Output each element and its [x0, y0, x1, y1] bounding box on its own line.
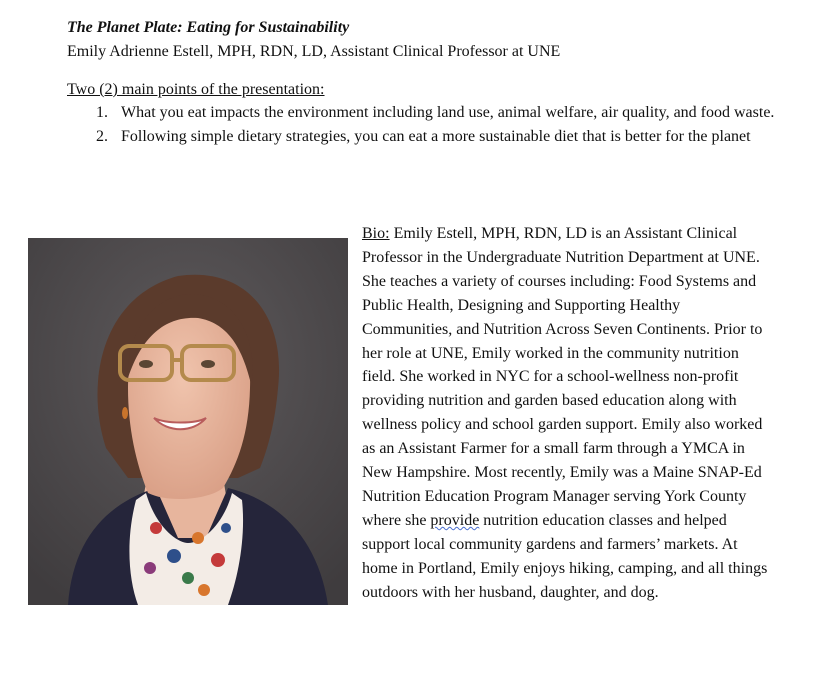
list-item: [96, 101, 776, 125]
author-line: Emily Adrienne Estell, MPH, RDN, LD, Assistant Clinical Professor at UNE: [67, 43, 561, 60]
list-item-number: 2.: [96, 128, 108, 145]
list-item-text: Following simple dietary strategies, you can eat a more sustainable diet that is better for the planet: [121, 128, 751, 145]
bio-text: Emily Estell, MPH, RDN, LD is an Assistant Clinical Professor in the Undergraduate Nutrition Department at UNE. She teaches a variety of courses including: Food Systems and Public Health, Designing and Supporting Healthy Communities, and Nutrition Across Seven Continents. Prior to her role at UNE, Emily worked in the community nutrition field. She worked in NYC for a school-wellness non-profit providing nutrition and garden based education along with wellness policy and school garden support. Emily also worked as an Assistant Farmer for a small farm through a YMCA in New Hampshire. Most recently, Emily was a Maine SNAP-Ed Nutrition Education Program Manager serving York County where she: [362, 225, 763, 529]
document-title: The Planet Plate: Eating for Sustainability: [67, 19, 350, 36]
bio-label: Bio:: [362, 225, 390, 242]
photo-wrap-spacer: [67, 222, 362, 614]
list-item: [96, 125, 776, 149]
spellcheck-flagged-word[interactable]: provide: [430, 511, 480, 529]
list-item-number: 1.: [96, 104, 108, 121]
list-item-text: What you eat impacts the environment including land use, animal welfare, air quality, and food waste.: [121, 104, 775, 121]
points-heading: Two (2) main points of the presentation:: [67, 81, 325, 98]
bio-text: nutrition education classes and helped support local community gardens and farmers’ markets. At home in Portland, Emily enjoys hiking, camping, and all things outdoors with her husband, daughter, and dog.: [362, 511, 768, 601]
main-points-list: [96, 101, 776, 149]
bio-paragraph: [67, 222, 771, 614]
